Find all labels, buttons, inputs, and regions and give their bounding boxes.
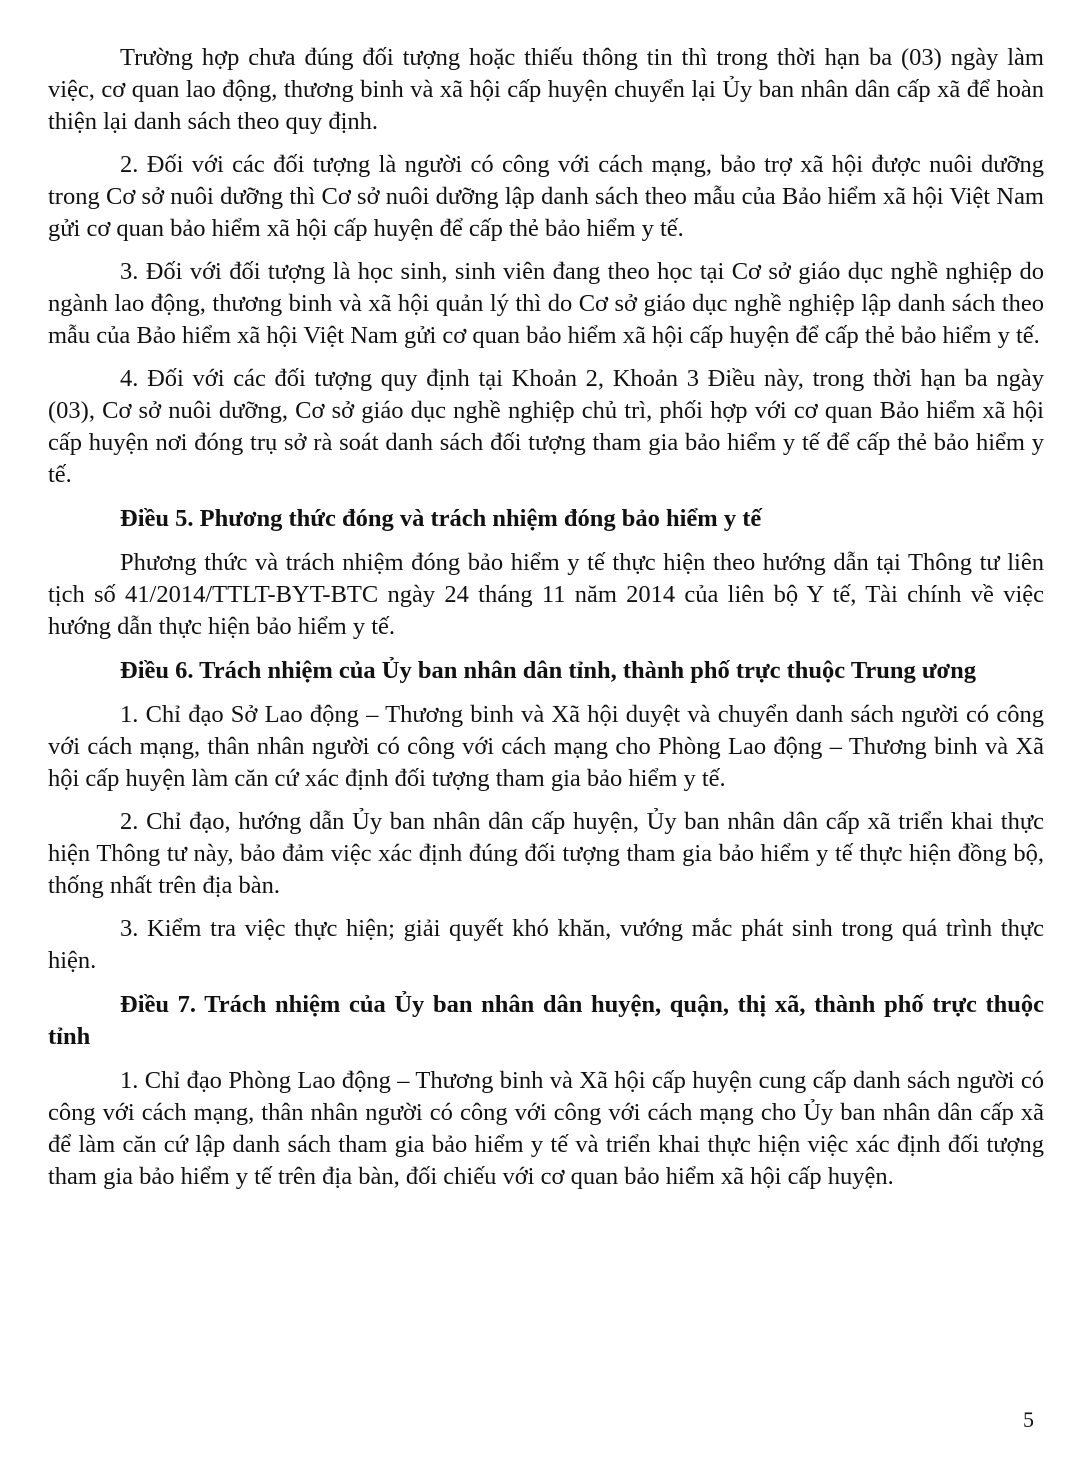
paragraph: 3. Đối với đối tượng là học sinh, sinh viên đang theo học tại Cơ sở giáo dục nghề nghiệp do ngành lao động, thương binh và xã hội quản lý thì do Cơ sở giáo dục nghề nghiệp lập danh sách theo mẫu của Bảo hiểm xã hội Việt Nam gửi cơ quan bảo hiểm xã hội cấp huyện để cấp thẻ bảo hiểm y tế. [48, 258, 1044, 349]
article-5-heading: Điều 5. Phương thức đóng và trách nhiệm đóng bảo hiểm y tế [120, 505, 762, 532]
article-6-heading: Điều 6. Trách nhiệm của Ủy ban nhân dân tỉnh, thành phố trực thuộc Trung ương [120, 657, 976, 684]
paragraph: 1. Chỉ đạo Sở Lao động – Thương binh và Xã hội duyệt và chuyển danh sách người có công với cách mạng, thân nhân người có công với cách mạng cho Phòng Lao động – Thương binh và Xã hội cấp huyện làm căn cứ xác định đối tượng tham gia bảo hiểm y tế. [48, 701, 1044, 792]
paragraph: Trường hợp chưa đúng đối tượng hoặc thiếu thông tin thì trong thời hạn ba (03) ngày làm việc, cơ quan lao động, thương binh và xã hội cấp huyện chuyển lại Ủy ban nhân dân cấp xã để hoàn thiện lại danh sách theo quy định. [48, 44, 1044, 135]
paragraph: 2. Chỉ đạo, hướng dẫn Ủy ban nhân dân cấp huyện, Ủy ban nhân dân cấp xã triển khai thực hiện Thông tư này, bảo đảm việc xác định đúng đối tượng tham gia bảo hiểm y tế thực hiện đồng bộ, thống nhất trên địa bàn. [48, 808, 1044, 899]
paragraph: 1. Chỉ đạo Phòng Lao động – Thương binh và Xã hội cấp huyện cung cấp danh sách người có công với cách mạng, thân nhân người có công với công với cách mạng cho Ủy ban nhân dân cấp xã để làm căn cứ lập danh sách tham gia bảo hiểm y tế và triển khai thực hiện việc xác định đối tượng tham gia bảo hiểm y tế trên địa bàn, đối chiếu với cơ quan bảo hiểm xã hội cấp huyện. [48, 1067, 1044, 1190]
paragraph: 2. Đối với các đối tượng là người có công với cách mạng, bảo trợ xã hội được nuôi dưỡng trong Cơ sở nuôi dưỡng thì Cơ sở nuôi dưỡng lập danh sách theo mẫu của Bảo hiểm xã hội Việt Nam gửi cơ quan bảo hiểm xã hội cấp huyện để cấp thẻ bảo hiểm y tế. [48, 151, 1044, 242]
paragraph: 3. Kiểm tra việc thực hiện; giải quyết khó khăn, vướng mắc phát sinh trong quá trình thực hiện. [48, 915, 1044, 974]
article-7-heading: Điều 7. Trách nhiệm của Ủy ban nhân dân huyện, quận, thị xã, thành phố trực thuộc tỉnh [48, 991, 1044, 1050]
paragraph: 4. Đối với các đối tượng quy định tại Khoản 2, Khoản 3 Điều này, trong thời hạn ba ngày (03), Cơ sở nuôi dưỡng, Cơ sở giáo dục nghề nghiệp chủ trì, phối hợp với cơ quan Bảo hiểm xã hội cấp huyện nơi đóng trụ sở rà soát danh sách đối tượng tham gia bảo hiểm y tế để cấp thẻ bảo hiểm y tế. [48, 365, 1044, 488]
paragraph: Phương thức và trách nhiệm đóng bảo hiểm y tế thực hiện theo hướng dẫn tại Thông tư liên tịch số 41/2014/TTLT-BYT-BTC ngày 24 tháng 11 năm 2014 của liên bộ Y tế, Tài chính về việc hướng dẫn thực hiện bảo hiểm y tế. [48, 549, 1044, 640]
page-number: 5 [1023, 1407, 1034, 1432]
